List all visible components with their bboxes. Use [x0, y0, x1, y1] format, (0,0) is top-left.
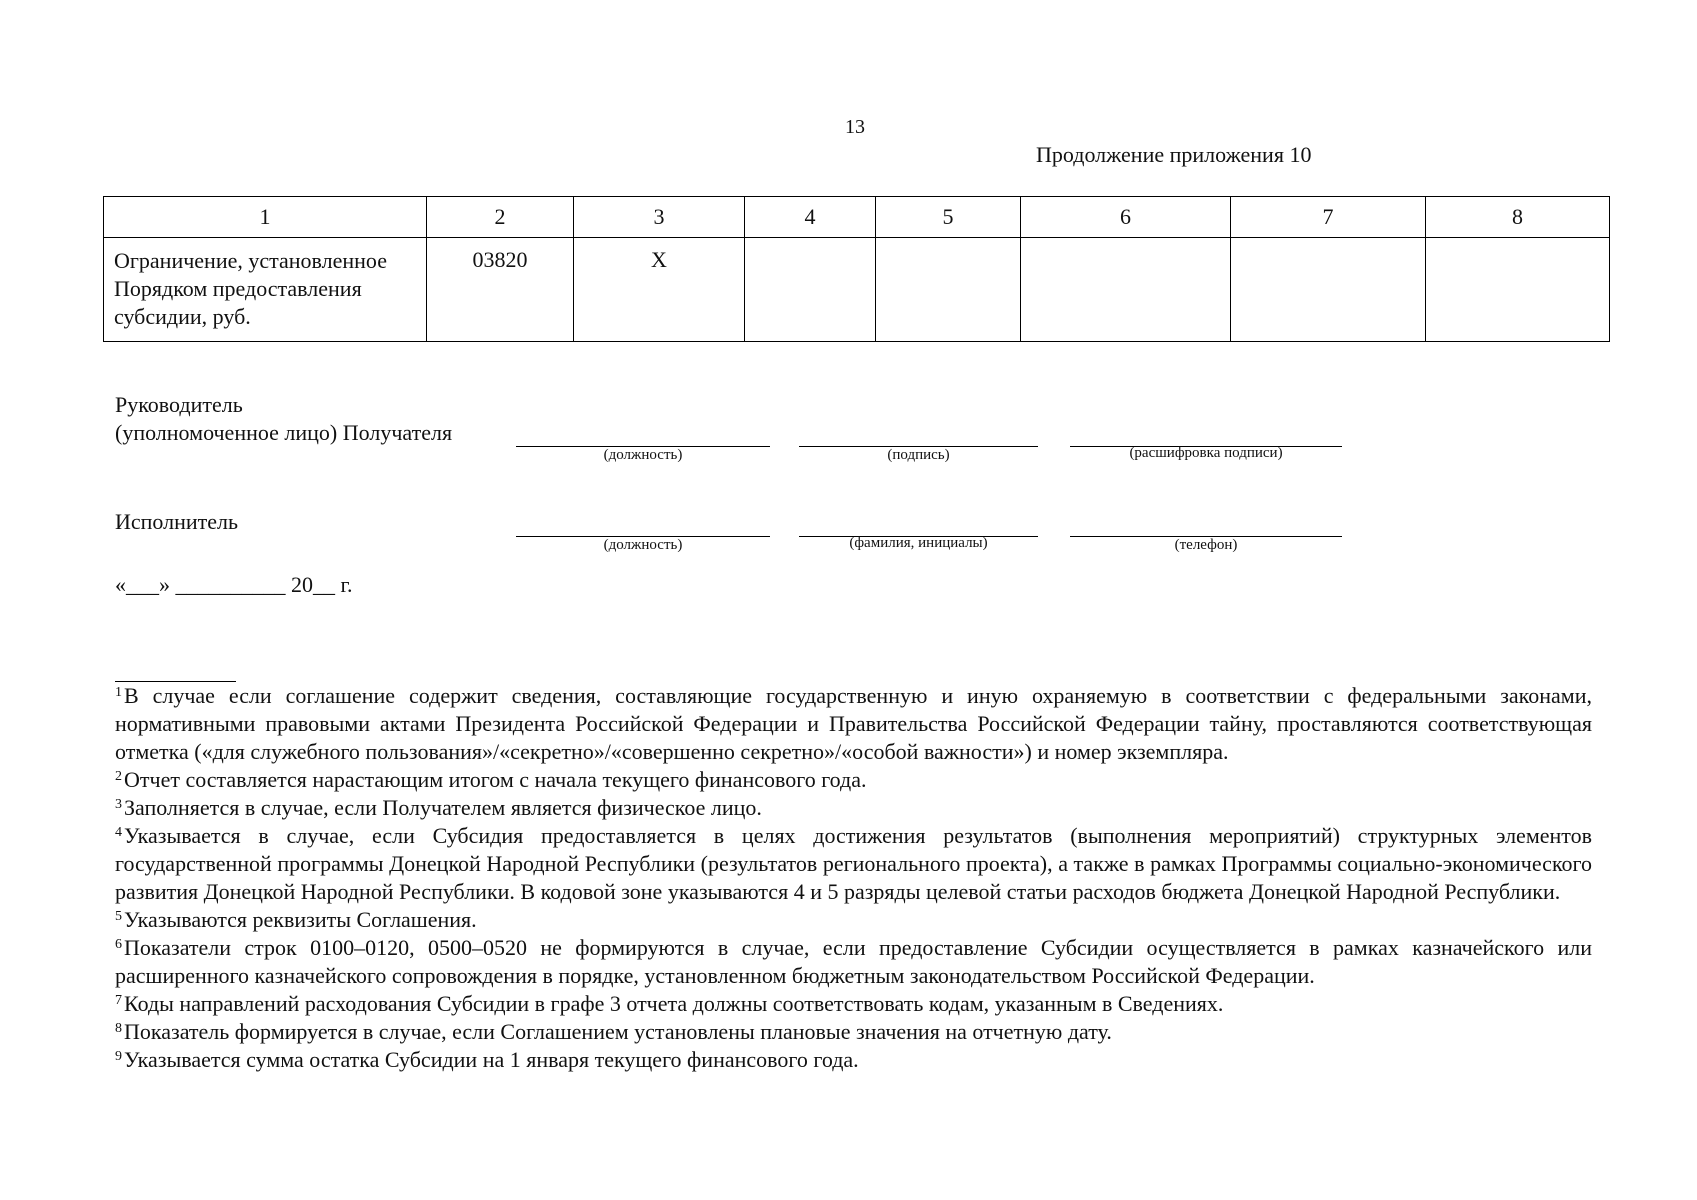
footnote: [115, 794, 1592, 822]
footnote-text: Отчет составляется нарастающим итогом с начала текущего финансового года.: [124, 767, 867, 792]
head-label-sub: (уполномоченное лицо) Получателя: [115, 420, 453, 445]
column-number: 8: [1426, 197, 1610, 238]
footnote: [115, 1046, 1592, 1074]
row-col8-value: [1426, 238, 1610, 342]
column-number: 1: [104, 197, 427, 238]
report-table: [103, 196, 1610, 342]
footnote-number: 1: [115, 685, 122, 700]
footnote-text: Показатель формируется в случае, если Соглашением установлены плановые значения на отчетную дату.: [124, 1019, 1112, 1044]
footnote-number: 4: [115, 825, 122, 840]
row-code: 03820: [427, 238, 574, 342]
footnote: [115, 1018, 1592, 1046]
column-number: 7: [1231, 197, 1426, 238]
head-position-caption: (должность): [603, 447, 683, 463]
date-line: «___» __________ 20__ г.: [115, 572, 353, 597]
executor-name-caption: (фамилия, инициалы): [849, 535, 988, 551]
footnote-number: 6: [115, 937, 122, 952]
executor-label: Исполнитель: [115, 509, 239, 534]
table-row: [104, 238, 1610, 342]
row-col4-value: [745, 238, 876, 342]
footnote: [115, 906, 1592, 934]
executor-phone-caption: (телефон): [1174, 537, 1238, 553]
column-number: 3: [574, 197, 745, 238]
footnote-text: Коды направлений расходования Субсидии в графе 3 отчета должны соответствовать кодам, указанным в Сведениях.: [124, 991, 1224, 1016]
column-number: 6: [1021, 197, 1231, 238]
footnote-number: 9: [115, 1049, 122, 1064]
footnote: [115, 822, 1592, 906]
column-number: 5: [876, 197, 1021, 238]
footnote-number: 5: [115, 909, 122, 924]
footnote-text: Указывается в случае, если Субсидия предоставляется в целях достижения результатов (выполнения мероприятий) структурных элементов государственной программы Донецкой Народной Республики (результатов регионального проекта), а также в рамках Программы социально-экономического развития Донецкой Народной Республики. В кодовой зоне указываются 4 и 5 разряды целевой статьи расходов бюджета Донецкой Народной Республики.: [115, 823, 1592, 904]
head-label: Руководитель: [115, 392, 243, 417]
footnote-number: 7: [115, 993, 122, 1008]
row-col7-value: [1231, 238, 1426, 342]
column-number: 2: [427, 197, 574, 238]
footnote: [115, 990, 1592, 1018]
row-label: Ограничение, установленное Порядком предоставления субсидии, руб.: [104, 238, 427, 342]
head-signature-decode-caption: (расшифровка подписи): [1129, 445, 1283, 461]
footnote: [115, 766, 1592, 794]
footnote-number: 8: [115, 1021, 122, 1036]
column-number-row: [104, 197, 1610, 238]
footnote: [115, 934, 1592, 990]
footnote: [115, 682, 1592, 766]
footnote-text: В случае если соглашение содержит сведения, составляющие государственную и иную охраняемую в соответствии с федеральными законами, нормативными правовыми актами Президента Российской Федерации и Правительства Российской Федерации тайну, проставляются соответствующая отметка («для служебного пользования»/«секретно»/«совершенно секретно»/«особой важности») и номер экземпляра.: [115, 683, 1592, 764]
footnote-number: 2: [115, 769, 122, 784]
page-number: 13: [845, 116, 865, 138]
appendix-continuation-title: Продолжение приложения 10: [1036, 142, 1312, 167]
footnote-text: Указывается сумма остатка Субсидии на 1 января текущего финансового года.: [124, 1047, 859, 1072]
footnote-text: Заполняется в случае, если Получателем является физическое лицо.: [124, 795, 762, 820]
row-col6-value: [1021, 238, 1231, 342]
footnotes: [115, 682, 1592, 1074]
footnote-text: Показатели строк 0100–0120, 0500–0520 не формируются в случае, если предоставление Субсидии осуществляется в рамках казначейского или расширенного казначейского сопровождения в порядке, установленном бюджетным законодательством Российской Федерации.: [115, 935, 1592, 988]
row-col5-value: [876, 238, 1021, 342]
row-col3-value: X: [574, 238, 745, 342]
column-number: 4: [745, 197, 876, 238]
head-signature-caption: (подпись): [887, 447, 950, 463]
executor-position-caption: (должность): [603, 537, 683, 553]
footnote-text: Указываются реквизиты Соглашения.: [124, 907, 477, 932]
footnote-number: 3: [115, 797, 122, 812]
